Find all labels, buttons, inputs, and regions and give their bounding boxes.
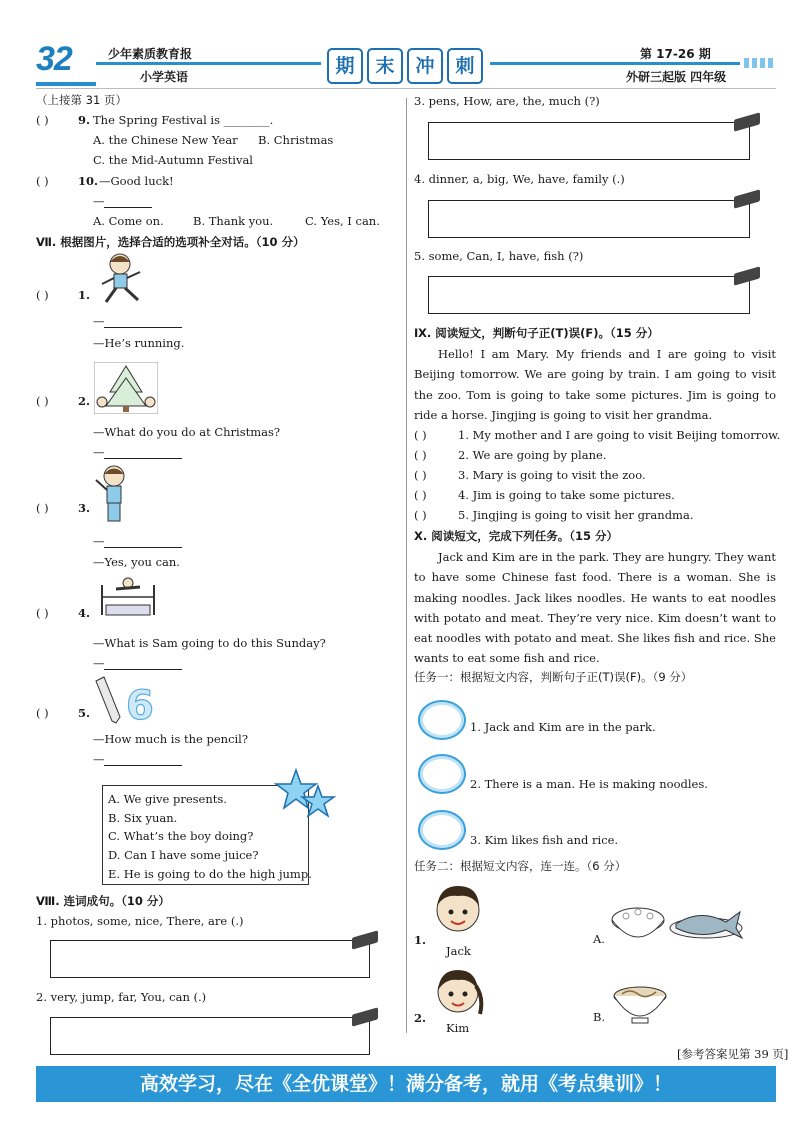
q10-option-b: B. Thank you. [193,214,274,228]
q9-option-b: B. Christmas [258,133,334,147]
section-10-heading: Ⅹ. 阅读短文，完成下列任务。（15 分） [414,529,618,543]
jack-label: Jack [446,944,471,958]
q10-number: 10. [78,174,99,188]
s9-q4-text: 4. Jim is going to take some pictures. [458,488,675,502]
s7-q5-number: 5. [78,706,91,720]
cloud-answer-box-2[interactable] [418,754,466,794]
edition-label: 外研三起版 四年级 [626,70,727,84]
header-rule-mid-left [96,62,321,65]
s8-q3-answer-box[interactable] [428,122,750,160]
s8-q3-prompt: 3. pens, How, are, the, much (?) [414,94,600,108]
match-left-1-number: 1. [414,933,427,947]
s8-q1-answer-box[interactable] [50,940,370,978]
s7-q3-blank [104,546,182,548]
s8-q4-answer-box[interactable] [428,200,750,238]
running-boy-image [96,250,146,306]
section-9-heading: Ⅸ. 阅读短文，判断句子正(T)误(F)。（15 分） [414,326,659,340]
s9-q5-text: 5. Jingjing is going to visit her grandma. [458,508,694,522]
s7-q2-paren: ( ) [36,394,49,408]
task1-item-1: 1. Jack and Kim are in the park. [470,720,656,734]
s7-q3-line1: — [93,534,105,548]
title-char-4: 刺 [447,48,483,84]
s7-q5-blank [104,764,182,766]
kim-portrait [432,962,484,1018]
s8-q5-answer-box[interactable] [428,276,750,314]
q9-option-a: A. the Chinese New Year [93,133,238,147]
header-rule-right [490,62,740,65]
q10-dash: — [93,194,105,208]
task-1-heading: 任务一：根据短文内容，判断句子正(T)误(F)。（9 分） [414,670,693,684]
s8-q5-prompt: 5. some, Can, I, have, fish (?) [414,249,584,263]
s9-q1-paren: ( ) [414,428,427,442]
pencil-six-image [92,675,156,727]
title-char-3: 冲 [407,48,443,84]
answer-reference: [参考答案见第 39 页] [677,1047,789,1061]
q9-number: 9. [78,113,91,127]
footer-slogan-bar: 高效学习，尽在《全优课堂》！满分备考，就用《考点集训》！ [36,1066,776,1102]
s8-q2-prompt: 2. very, jump, far, You, can (.) [36,990,207,1004]
noodles-bowl-image [610,978,670,1028]
s7-q2-line1: —What do you do at Christmas? [93,425,281,439]
high-jump-image [92,575,164,623]
cloud-answer-box-3[interactable] [418,810,466,850]
s9-q2-text: 2. We are going by plane. [458,448,607,462]
boy-asking-image [92,462,132,524]
option-d: D. Can I have some juice? [108,848,259,862]
s7-q1-blank [104,326,182,328]
christmas-tree-image [94,362,158,414]
match-right-a: A. [593,932,605,946]
s9-q3-text: 3. Mary is going to visit the zoo. [458,468,646,482]
option-a: A. We give presents. [108,792,227,806]
match-right-b: B. [593,1010,606,1024]
title-char-1: 期 [327,48,363,84]
option-e: E. He is going to do the high jump. [108,867,312,881]
task1-item-3: 3. Kim likes fish and rice. [470,833,619,847]
column-divider [406,98,407,1033]
s7-q5-line2: — [93,752,105,766]
kim-label: Kim [446,1021,470,1035]
s9-q1-text: 1. My mother and I are going to visit Beijing tomorrow. [458,428,781,442]
s9-q3-paren: ( ) [414,468,427,482]
task1-item-2: 2. There is a man. He is making noodles. [470,777,708,791]
s7-q2-blank [104,457,182,459]
header-rule-left [36,82,96,86]
match-left-2-number: 2. [414,1011,427,1025]
q10-paren: ( ) [36,174,49,188]
s9-q5-paren: ( ) [414,508,427,522]
q9-paren: ( ) [36,113,49,127]
header-divider [36,88,776,89]
section-8-heading: Ⅷ. 连词成句。（10 分） [36,894,170,908]
section-9-passage: Hello! I am Mary. My friends and I are going to visit Beijing tomorrow. We are going by train. I am going to visit the zoo. Tom is going to take some pictures. Jim is going to ride a horse. Jingjing is going to visit her grandma. [414,347,776,422]
cloud-answer-box-1[interactable] [418,700,466,740]
q10-blank [104,206,152,208]
q10-text: —Good luck! [99,174,174,188]
s7-q1-line2: —He’s running. [93,336,185,350]
s7-q4-number: 4. [78,606,91,620]
s7-q4-blank [104,668,182,670]
newspaper-name: 少年素质教育报 [108,47,193,61]
q9-text: The Spring Festival is ________. [93,113,274,127]
s8-q2-answer-box[interactable] [50,1017,370,1055]
fish-rice-image [608,898,748,950]
s7-q3-line2: —Yes, you can. [93,555,180,569]
issue-label: 第 17-26 期 [640,47,711,61]
jack-portrait [432,880,484,936]
s7-q1-paren: ( ) [36,288,49,302]
s8-q4-prompt: 4. dinner, a, big, We, have, family (.) [414,172,625,186]
s7-q5-line1: —How much is the pencil? [93,732,249,746]
s7-q4-line1: —What is Sam going to do this Sunday? [93,636,326,650]
option-c: C. What’s the boy doing? [108,829,254,843]
q9-option-c: C. the Mid-Autumn Festival [93,153,253,167]
s8-q1-prompt: 1. photos, some, nice, There, are (.) [36,914,244,928]
svg-text:6: 6 [126,683,154,727]
s7-q1-line1: — [93,314,105,328]
subject-label: 小学英语 [140,70,189,84]
section-7-heading: Ⅶ. 根据图片，选择合适的选项补全对话。（10 分） [36,235,305,249]
s7-q5-paren: ( ) [36,706,49,720]
option-b: B. Six yuan. [108,811,178,825]
s7-q3-number: 3. [78,501,91,515]
q10-option-a: A. Come on. [93,214,164,228]
s7-q4-paren: ( ) [36,606,49,620]
title-char-2: 末 [367,48,403,84]
q10-option-c: C. Yes, I can. [305,214,380,228]
s7-q2-number: 2. [78,394,91,408]
continued-note: （上接第 31 页） [36,93,127,107]
page-number: 32 [36,40,72,78]
s9-q2-paren: ( ) [414,448,427,462]
section-10-passage: Jack and Kim are in the park. They are hungry. They want to have some Chinese fast food. There is a woman. She is making noodles. Jack likes noodles. He wants to eat noodles with potato and meat. They’re very nice. Kim doesn’t want to eat noodles with potato and meat. She likes fish and rice. She wants to eat some fish and rice. [414,550,776,666]
s7-q2-line2: — [93,445,105,459]
s7-q1-number: 1. [78,288,91,302]
task-2-heading: 任务二：根据短文内容，连一连。（6 分） [414,859,627,873]
s7-q3-paren: ( ) [36,501,49,515]
stars-icon [274,768,336,828]
s7-q4-line2: — [93,656,105,670]
header-stripes [744,58,776,68]
s9-q4-paren: ( ) [414,488,427,502]
